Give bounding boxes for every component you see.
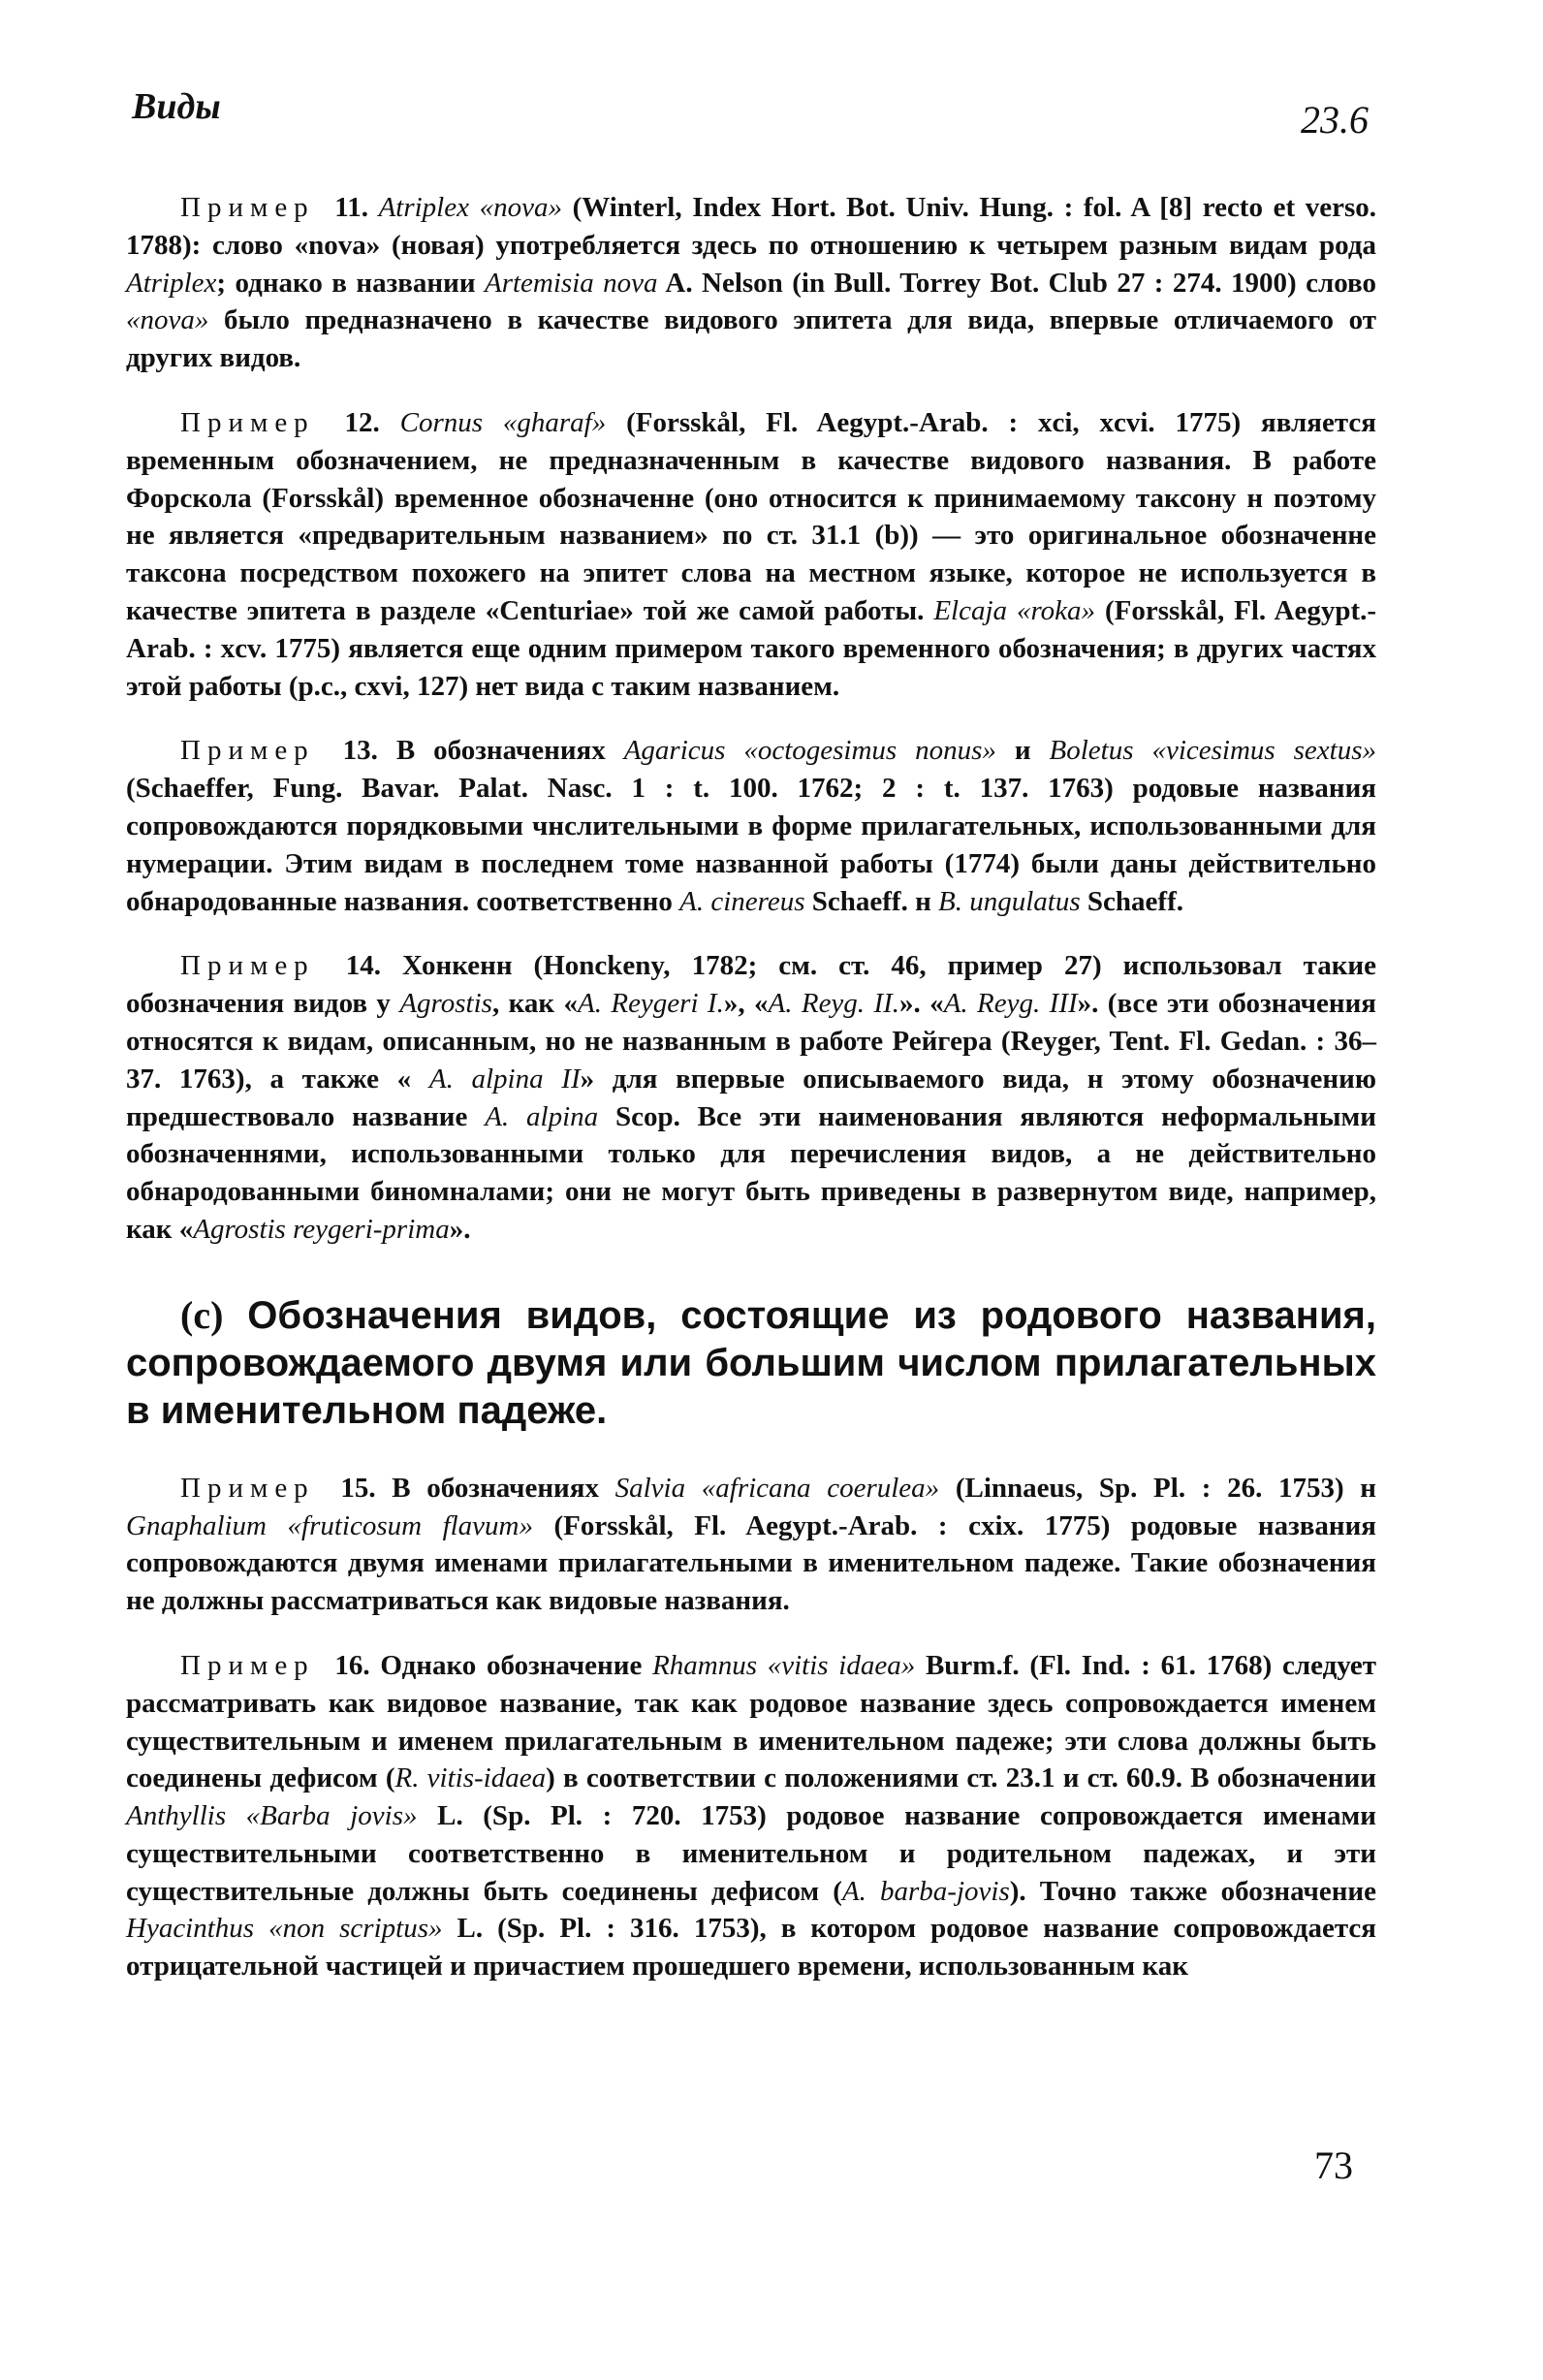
body-text xyxy=(469,192,480,223)
body-text: и xyxy=(995,735,1050,767)
body-text: (Forsskål, Fl. Aegypt.-Arab. : xcv. 1775) является еще одним примером такого временного обозначения; в других частях этой работы (p.c., cxvi, 127) нет вида с таким названием. xyxy=(126,594,1377,702)
italic-taxon-text: Agrostis xyxy=(399,988,492,1020)
italic-taxon-text: «nova» xyxy=(479,192,562,223)
italic-taxon-text: Boletus «vicesimus sextus» xyxy=(1049,735,1377,767)
body-text: ». « xyxy=(899,988,944,1020)
example-text xyxy=(126,1650,1376,1982)
example-paragraph xyxy=(126,1470,1376,1620)
example-number: 12. xyxy=(344,406,380,438)
italic-taxon-text: B. ungulatus xyxy=(938,885,1081,917)
body-text: Schaeff. xyxy=(1080,885,1183,917)
body-text: » для впервые описываемого вида, н этому обозначению предшествовало название xyxy=(126,1063,1376,1132)
body-text: Schaeff. н xyxy=(804,885,939,917)
section-letter: (c) xyxy=(180,1292,224,1337)
italic-taxon-text: Agaricus «octogesimus nonus» xyxy=(623,735,996,767)
section-heading xyxy=(126,1291,1376,1435)
example-number: 11. xyxy=(334,192,368,223)
example-paragraph xyxy=(126,947,1376,1248)
example-number: 13. xyxy=(342,735,378,767)
example-number: 15. xyxy=(340,1472,376,1504)
page-body xyxy=(126,189,1376,2013)
body-text: A. Nelson (in Bull. Torrey Bot. Club 27 : 274. 1900) слово xyxy=(657,267,1376,299)
italic-taxon-text: A. Reygeri I. xyxy=(577,988,724,1020)
running-head-right: 23.6 xyxy=(1301,98,1369,142)
example-paragraph xyxy=(126,732,1376,920)
body-text: (Winterl, Index Hort. Bot. Univ. Hung. : fol. A [8] recto et verso. 1788): слово «nova» (новая) употребляется здесь по отношению к четырем разным видам рода xyxy=(126,192,1376,261)
body-text: (Schaeffer, Fung. Bavar. Palat. Nasc. 1 : t. 100. 1762; 2 : t. 137. 1763) родовые названия сопровождаются порядковыми чнслительными в форме прилагательных, использованными для нумерации. Этим видам в последнем томе названной работы (1774) были даны действительно обнародованные названия. соответственно xyxy=(126,773,1376,917)
example-label: Пример xyxy=(180,1649,315,1681)
body-text: », « xyxy=(723,988,769,1020)
italic-taxon-text: Hyacinthus «non scriptus» xyxy=(126,1913,443,1945)
body-text: ). Точно также обозначение xyxy=(1009,1875,1376,1907)
body-text: (Forsskål, Fl. Aegypt.-Arab. : xci, xcvi. 1775) является временным обозначением, не предназначенным в качестве видового названия. В работе Форскола (Forsskål) временное обозначенне (оно относится к принимаемому таксону н поэтому не является «предварительным названием» по ст. 31.1 (b)) — это оригинальное обозначенне таксона посредством похожего на эпитет слова на местном языке, которое не используется в качестве эпитета в разделе «Centuriae» той же самой работы. xyxy=(126,406,1376,626)
example-paragraph xyxy=(126,404,1376,705)
example-text xyxy=(126,407,1376,702)
example-label: Пример xyxy=(180,735,315,767)
italic-taxon-text: A. barba-jovis xyxy=(841,1875,1010,1907)
example-paragraph xyxy=(126,189,1376,377)
example-label: Пример xyxy=(180,406,315,438)
italic-taxon-text: A. alpina xyxy=(485,1100,599,1132)
body-text: Хонкенн (Honckeny, 1782; см. ст. 46, пример 27) использовал такие обозначения видов у xyxy=(126,950,1377,1020)
body-text: было предназначено в качестве видового эпитета для вида, впервые отличаемого от других видов. xyxy=(126,304,1376,374)
example-label: Пример xyxy=(180,950,315,982)
body-text: , как « xyxy=(491,988,578,1020)
body-text: ». xyxy=(449,1213,471,1245)
body-text: L. (Sp. Pl. : 720. 1753) родовое название сопровождается именами существительными соответственно в именительном и родительном падежах, и эти существительные должны быть соединены дефисом ( xyxy=(126,1800,1376,1907)
body-text: ». (все эти обозначения относятся к видам, описанным, но не названным в работе Рейгера (Reyger, Tent. Fl. Gedan. : 36–37. 1763), а также « xyxy=(126,988,1376,1095)
body-text: (Linnaeus, Sp. Pl. : 26. 1753) н xyxy=(939,1472,1377,1504)
example-label: Пример xyxy=(180,1472,315,1504)
italic-taxon-text: A. cinereus xyxy=(679,885,805,917)
example-text xyxy=(126,950,1376,1245)
italic-taxon-text: «nova» xyxy=(126,304,209,336)
italic-taxon-text: Cornus «gharaf» xyxy=(399,406,607,438)
example-paragraph xyxy=(126,1647,1376,1985)
body-text: L. (Sp. Pl. : 316. 1753), в котором родовое название сопровождается отрицательной частицей и причастием прошедшего времени, использованным как xyxy=(126,1913,1376,1983)
italic-taxon-text: Rhamnus «vitis idaea» xyxy=(652,1649,916,1681)
italic-taxon-text: Atriplex xyxy=(378,192,469,223)
italic-taxon-text: Artemisia nova xyxy=(484,267,658,299)
italic-taxon-text: Salvia «africana coerulea» xyxy=(614,1472,940,1504)
section-title: Обозначения видов, состоящие из родового названия, сопровождаемого двумя или большим числом прилагательных в именительном падеже. xyxy=(126,1293,1376,1432)
italic-taxon-text: A. Reyg. III xyxy=(943,988,1078,1020)
body-text: Burm.f. (Fl. Ind. : 61. 1768) следует рассматривать как видовое название, так как родовое название здесь сопровождается именем существительным и именем прилагательным в именительном падеже; эти слова должны быть соединены дефисом ( xyxy=(126,1649,1377,1794)
running-head-left: Виды xyxy=(132,86,221,127)
body-text: В обозначениях xyxy=(395,735,624,767)
page-number: 73 xyxy=(1314,2143,1353,2187)
italic-taxon-text: Gnaphalium «fruticosum flavum» xyxy=(126,1509,534,1541)
italic-taxon-text: Agrostis reygeri-prima xyxy=(193,1213,450,1245)
italic-taxon-text: Anthyllis «Barba jovis» xyxy=(126,1800,418,1832)
body-text: Однако обозначение xyxy=(380,1649,653,1681)
body-text: Scop. Все эти наименования являются неформальными обозначеннями, использованными только для перечисления видов, а не действительно обнародованными биномналами; они не могут быть приведены в развернутом виде, например, как « xyxy=(126,1100,1376,1245)
body-text: В обозначениях xyxy=(392,1472,615,1504)
example-number: 14. xyxy=(345,950,381,982)
body-text: ) в соответствии с положениями ст. 23.1 и ст. 60.9. В обозначении xyxy=(546,1762,1376,1794)
italic-taxon-text: A. Reyg. II. xyxy=(768,988,900,1020)
italic-taxon-text: Atriplex xyxy=(126,267,217,299)
example-number: 16. xyxy=(334,1649,370,1681)
example-label: Пример xyxy=(180,192,315,223)
italic-taxon-text: R. vitis-idaea xyxy=(394,1762,547,1794)
italic-taxon-text: Elcaja «roka» xyxy=(933,594,1096,626)
body-text: ; однако в названии xyxy=(216,267,485,299)
italic-taxon-text: A. alpina II xyxy=(428,1063,581,1095)
body-text: (Forsskål, Fl. Aegypt.-Arab. : cxix. 1775) родовые названия сопровождаются двумя именами прилагательными в именительном падеже. Такие обозначения не должны рассматриваться как видовые названия. xyxy=(126,1509,1376,1617)
